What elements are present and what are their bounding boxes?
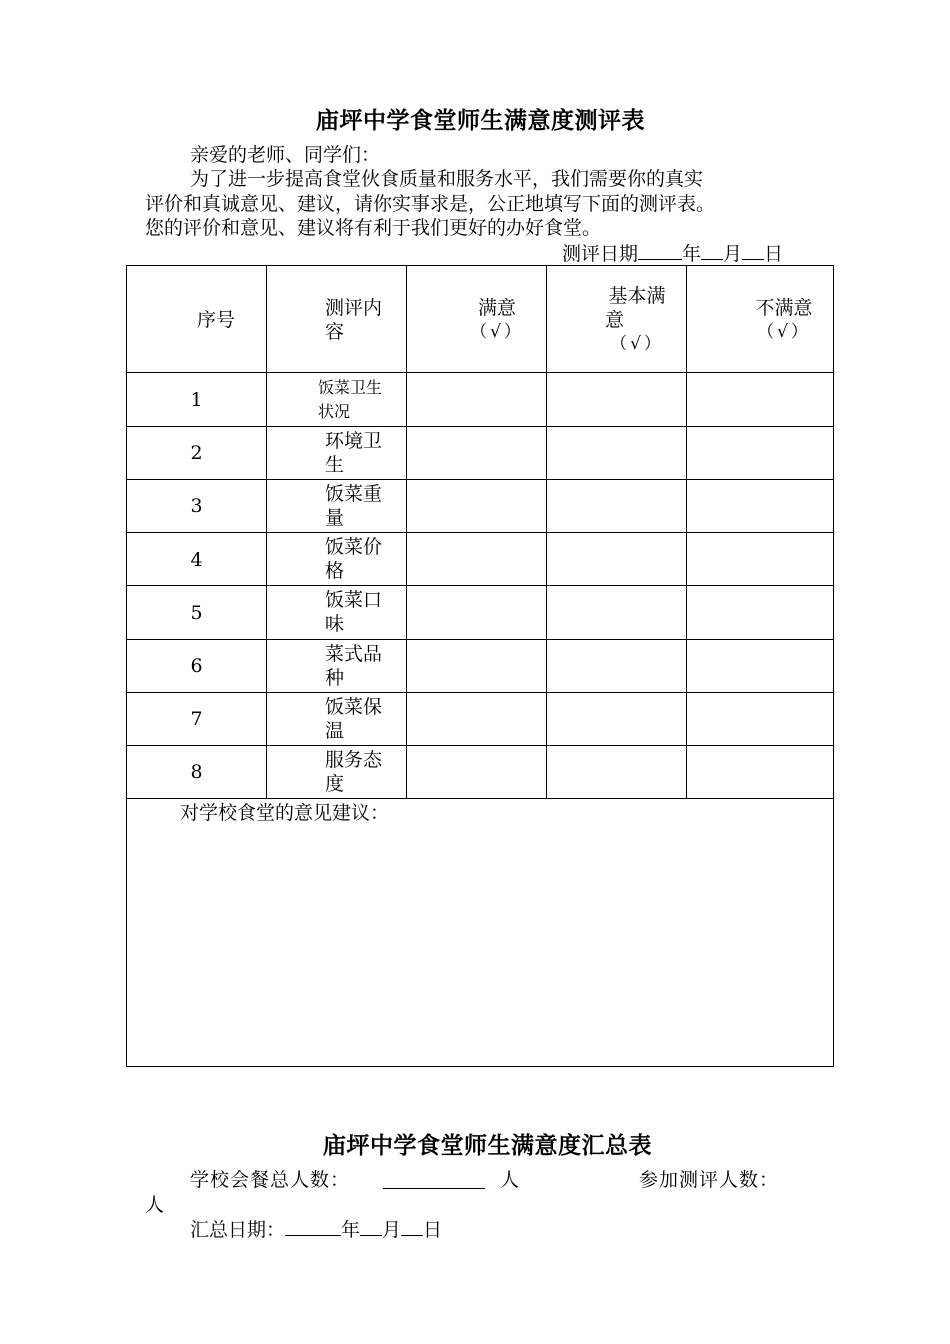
row-2-no: 2	[190, 442, 203, 464]
row-6-no: 6	[190, 655, 203, 677]
header-basic-line-1: 基本满	[608, 285, 666, 307]
summary-date-label: 汇总日期：	[190, 1219, 286, 1241]
row-6-content	[325, 642, 382, 690]
summary-date-year-unit: 年	[341, 1219, 361, 1241]
total-diners-field[interactable]	[383, 1170, 485, 1189]
form-title: 庙坪中学食堂师生满意度测评表	[316, 107, 645, 134]
row-4-content	[325, 535, 382, 583]
table-row-divider	[127, 745, 833, 746]
row-3-content	[325, 482, 382, 530]
intro-line-2: 评价和真诚意见、建议，请你实事求是，公正地填写下面的测评表。	[145, 193, 716, 215]
suggestion-label: 对学校食堂的意见建议：	[180, 802, 390, 824]
table-row-divider	[127, 479, 833, 480]
row-4-content-line-1: 饭菜价	[325, 536, 383, 558]
survey-date-year-unit: 年	[682, 243, 702, 265]
survey-table	[126, 265, 834, 1067]
header-satisfied-label: 满意	[477, 297, 516, 319]
header-content	[325, 296, 382, 344]
header-basic-line-2: 意	[605, 309, 625, 331]
greeting: 亲爱的老师、同学们：	[190, 144, 381, 166]
row-5-no: 5	[190, 602, 203, 624]
survey-date	[562, 241, 783, 266]
header-content-line-1: 测评内	[325, 297, 383, 319]
total-diners-label: 学校会餐总人数：	[190, 1169, 351, 1191]
row-7-content	[325, 695, 382, 743]
row-1-no: 1	[190, 389, 203, 411]
summary-date-month-unit: 月	[382, 1219, 402, 1241]
row-5-content-line-1: 饭菜口	[325, 589, 383, 611]
row-6-content-line-1: 菜式品	[325, 643, 383, 665]
row-7-content-line-2: 温	[325, 720, 345, 742]
row-4-no: 4	[190, 549, 203, 571]
summary-title: 庙坪中学食堂师生满意度汇总表	[323, 1132, 652, 1159]
row-5-content-line-2: 味	[325, 613, 345, 635]
row-3-content-line-2: 量	[325, 507, 345, 529]
intro-line-1: 为了进一步提高食堂伙食质量和服务水平，我们需要你的真实	[190, 168, 704, 190]
survey-date-day-field[interactable]	[742, 241, 764, 260]
survey-date-year-field[interactable]	[638, 241, 682, 260]
header-unsatisfied-label: 不满意	[755, 297, 813, 319]
table-row-divider	[127, 372, 833, 373]
header-unsatisfied-mark: （√）	[757, 322, 811, 342]
survey-date-month-unit: 月	[723, 243, 743, 265]
table-row-divider	[127, 692, 833, 693]
header-unsatisfied	[739, 296, 829, 344]
row-3-content-line-1: 饭菜重	[325, 483, 383, 505]
table-row-divider	[127, 426, 833, 427]
row-1-content	[318, 376, 382, 424]
header-satisfied	[457, 296, 537, 344]
total-diners-unit: 人	[500, 1169, 520, 1191]
row-1-content-line-2: 状况	[318, 402, 351, 421]
row-1-content-line-1: 饭菜卫生	[318, 378, 383, 397]
intro-line-3: 您的评价和意见、建议将有利于我们更好的办好食堂。	[145, 217, 602, 239]
row-6-content-line-2: 种	[325, 667, 345, 689]
row-8-content-line-1: 服务态	[325, 749, 383, 771]
summary-date-month-field[interactable]	[360, 1217, 382, 1236]
header-no: 序号	[197, 309, 236, 331]
header-content-line-2: 容	[325, 321, 345, 343]
row-5-content	[325, 588, 382, 636]
summary-date	[190, 1217, 442, 1242]
row-2-content-line-1: 环境卫	[325, 430, 383, 452]
header-satisfied-mark: （√）	[470, 322, 524, 342]
header-basic-mark: （√）	[610, 334, 664, 354]
row-8-content	[325, 748, 382, 796]
row-2-content-line-2: 生	[325, 454, 345, 476]
row-3-no: 3	[190, 495, 203, 517]
row-8-content-line-2: 度	[325, 773, 345, 795]
row-4-content-line-2: 格	[325, 560, 345, 582]
suggestion-area[interactable]	[127, 799, 833, 1066]
summary-date-year-field[interactable]	[285, 1217, 341, 1236]
survey-date-day-unit: 日	[764, 243, 784, 265]
row-2-content	[325, 429, 382, 477]
table-row-divider	[127, 532, 833, 533]
survey-date-label: 测评日期	[562, 243, 639, 265]
table-row-divider	[127, 639, 833, 640]
row-8-no: 8	[190, 761, 203, 783]
participants-label: 参加测评人数：	[639, 1169, 780, 1191]
summary-date-day-field[interactable]	[401, 1217, 423, 1236]
survey-date-month-field[interactable]	[701, 241, 723, 260]
row-7-no: 7	[190, 708, 203, 730]
row-7-content-line-1: 饭菜保	[325, 696, 383, 718]
participants-unit: 人	[145, 1194, 165, 1216]
summary-date-day-unit: 日	[423, 1219, 443, 1241]
header-basic-satisfied	[597, 284, 677, 356]
table-row-divider	[127, 585, 833, 586]
